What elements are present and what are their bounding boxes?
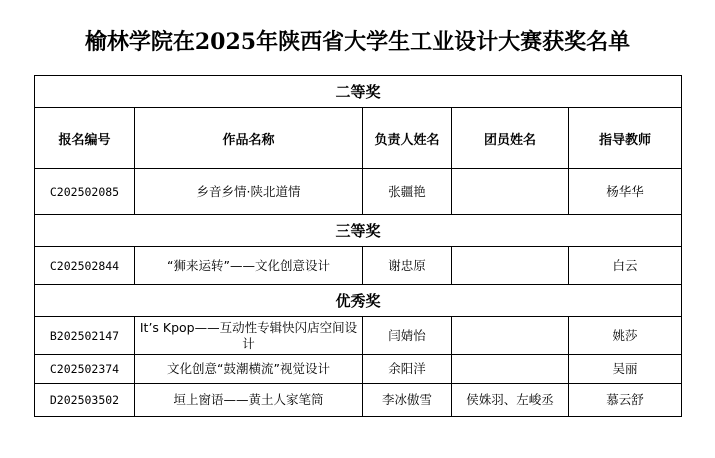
level-row-second-prize — [35, 76, 682, 108]
cell-code: C202502844 — [35, 247, 135, 285]
table-row — [35, 384, 682, 417]
cell-code: B202502147 — [35, 317, 135, 355]
cell-members — [452, 317, 569, 355]
cell-advisor: 杨华华 — [569, 169, 682, 215]
cell-members: 侯姝羽、左峻丞 — [452, 384, 569, 417]
cell-advisor: 白云 — [569, 247, 682, 285]
cell-work: “狮来运转”——文化创意设计 — [135, 247, 363, 285]
cell-leader: 谢忠原 — [363, 247, 452, 285]
page-title: 榆林学院在2025年陕西省大学生工业设计大赛获奖名单 — [84, 29, 631, 55]
level-label: 三等奖 — [35, 215, 682, 247]
table-row — [35, 317, 682, 355]
cell-work: 文化创意“鼓潮横流”视觉设计 — [135, 355, 363, 384]
table-row — [35, 247, 682, 285]
cell-code: C202502085 — [35, 169, 135, 215]
level-label: 二等奖 — [35, 76, 682, 108]
table-row — [35, 355, 682, 384]
level-row-honorable-mention — [35, 285, 682, 317]
cell-advisor: 慕云舒 — [569, 384, 682, 417]
cell-members — [452, 247, 569, 285]
column-header-members: 团员姓名 — [452, 108, 569, 169]
cell-advisor: 吴丽 — [569, 355, 682, 384]
cell-members — [452, 169, 569, 215]
cell-work: 垣上窗语——黄土人家笔筒 — [135, 384, 363, 417]
cell-leader: 李冰傲雪 — [363, 384, 452, 417]
table-header-row — [35, 108, 682, 169]
cell-code: C202502374 — [35, 355, 135, 384]
column-header-work: 作品名称 — [135, 108, 363, 169]
level-row-third-prize — [35, 215, 682, 247]
cell-leader: 闫婧怡 — [363, 317, 452, 355]
column-header-code: 报名编号 — [35, 108, 135, 169]
cell-code: D202503502 — [35, 384, 135, 417]
cell-leader: 余阳洋 — [363, 355, 452, 384]
cell-work: It’s Kpop——互动性专辑快闪店空间设计 — [135, 317, 363, 355]
column-header-leader: 负责人姓名 — [363, 108, 452, 169]
cell-work: 乡音乡情·陕北道情 — [135, 169, 363, 215]
table-row — [35, 169, 682, 215]
level-label: 优秀奖 — [35, 285, 682, 317]
award-table — [34, 75, 682, 417]
cell-advisor: 姚莎 — [569, 317, 682, 355]
column-header-advisor: 指导教师 — [569, 108, 682, 169]
cell-leader: 张疆艳 — [363, 169, 452, 215]
cell-members — [452, 355, 569, 384]
